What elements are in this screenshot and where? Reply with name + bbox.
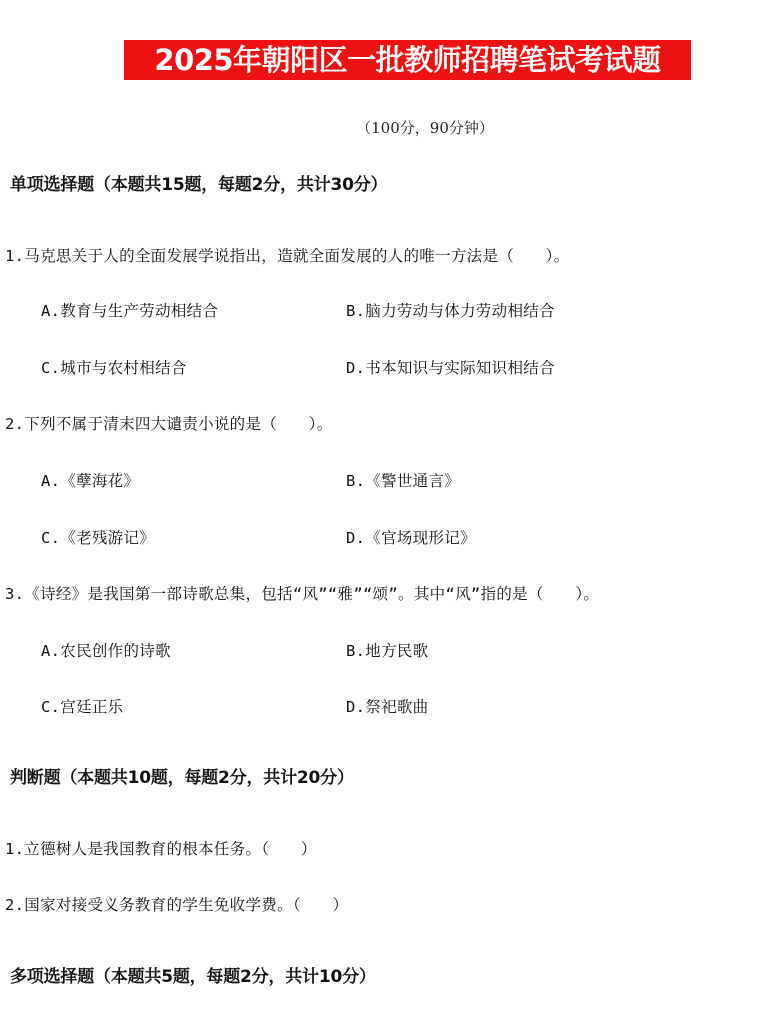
exam-duration-score: （100分，90分钟） [356, 119, 494, 137]
question-3-option-b: B.地方民歌 [346, 642, 429, 660]
section-heading-single-choice: 单项选择题（本题共15题，每题2分，共计30分） [10, 175, 388, 195]
question-1-stem: 1.马克思关于人的全面发展学说指出，造就全面发展的人的唯一方法是（ ）。 [5, 247, 570, 265]
question-2-option-c: C.《老残游记》 [41, 529, 156, 547]
question-1-option-d: D.书本知识与实际知识相结合 [346, 359, 555, 377]
question-2-option-b: B.《警世通言》 [346, 472, 461, 490]
true-false-question-2: 2.国家对接受义务教育的学生免收学费。（ ） [5, 896, 349, 914]
question-2-option-a: A.《孽海花》 [41, 472, 140, 490]
question-1-option-a: A.教育与生产劳动相结合 [41, 302, 219, 320]
exam-title: 2025年朝阳区一批教师招聘笔试考试题 [124, 40, 691, 80]
question-2-stem: 2.下列不属于清末四大谴责小说的是（ ）。 [5, 415, 333, 433]
question-3-option-d: D.祭祀歌曲 [346, 698, 429, 716]
true-false-question-1: 1.立德树人是我国教育的根本任务。（ ） [5, 840, 317, 858]
section-heading-multiple-choice: 多项选择题（本题共5题，每题2分，共计10分） [10, 967, 376, 987]
question-1-option-b: B.脑力劳动与体力劳动相结合 [346, 302, 555, 320]
section-heading-true-false: 判断题（本题共10题，每题2分，共计20分） [10, 768, 354, 788]
question-2-option-d: D.《官场现形记》 [346, 529, 476, 547]
question-1-option-c: C.城市与农村相结合 [41, 359, 187, 377]
question-3-option-c: C.宫廷正乐 [41, 698, 124, 716]
question-3-option-a: A.农民创作的诗歌 [41, 642, 171, 660]
question-3-stem: 3.《诗经》是我国第一部诗歌总集，包括“风”“雅”“颂”。其中“风”指的是（ ）。 [5, 585, 600, 603]
